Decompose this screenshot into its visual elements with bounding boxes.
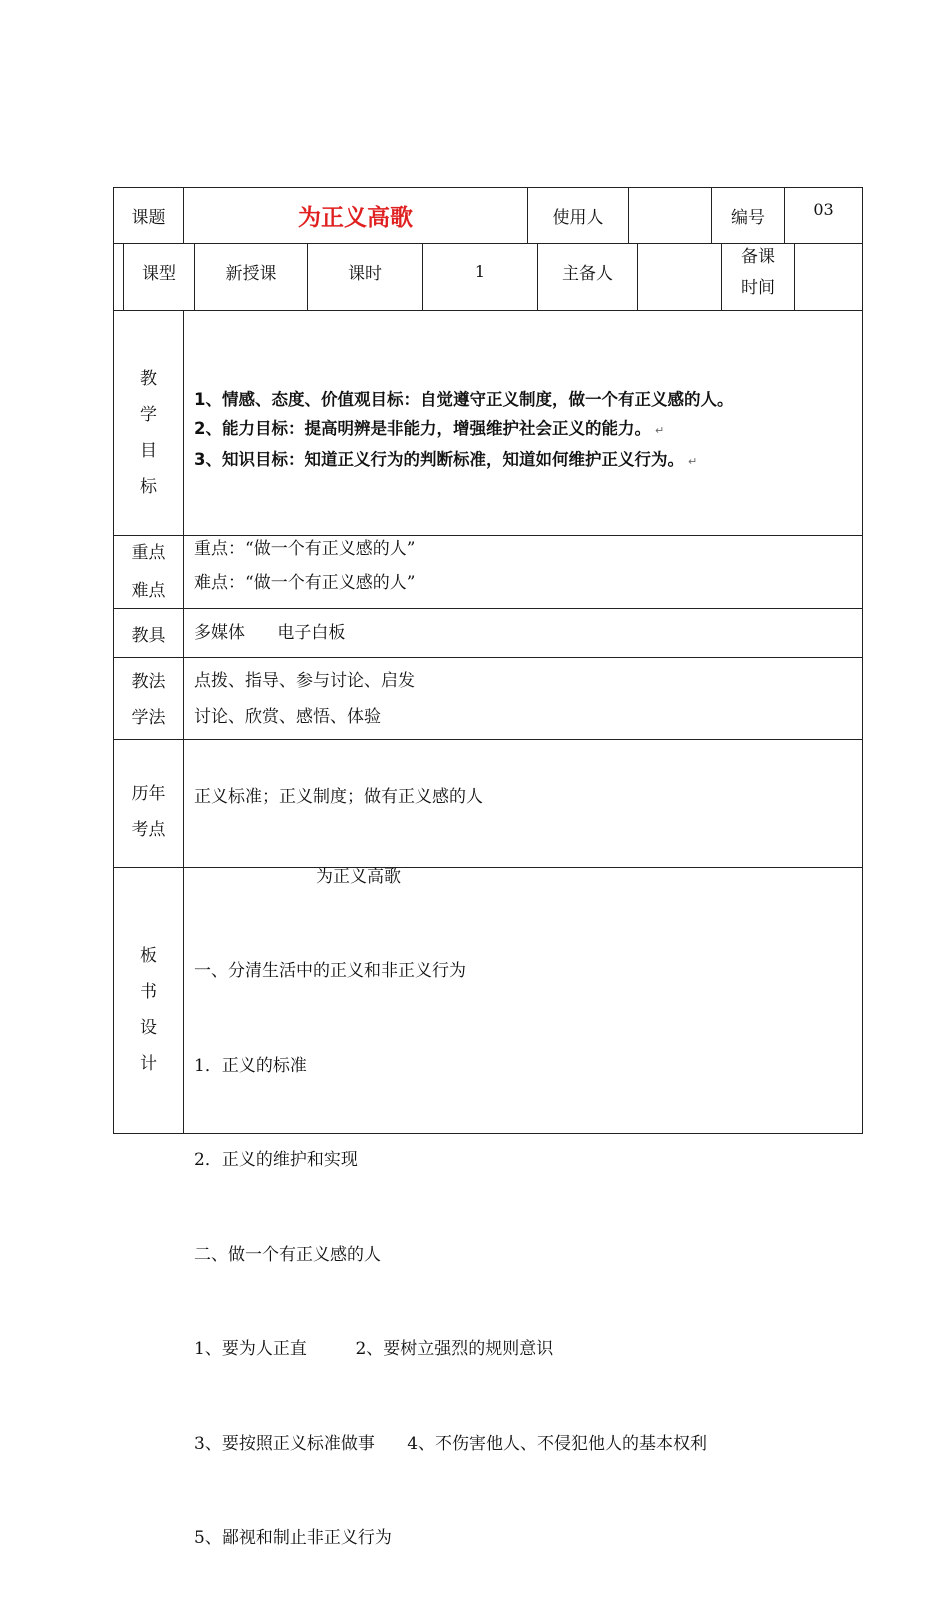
board-line: 1．正义的标准: [194, 1055, 307, 1076]
table-rule: [113, 867, 863, 868]
key-points-content: [194, 532, 415, 600]
goal-text: 1、情感、态度、价值观目标：自觉遵守正义制度，做一个有正义感的人。: [194, 390, 734, 409]
board-line: 二、做一个有正义感的人: [194, 1244, 381, 1265]
prep-time-label: [722, 240, 794, 306]
table-border-right: [862, 187, 863, 1134]
learning-method-text: 讨论、欣赏、感悟、体验: [194, 707, 381, 727]
goal-text: 2、能力目标：提高明辨是非能力，增强维护社会正义的能力。: [194, 419, 651, 438]
goals-label: [114, 361, 183, 505]
return-mark-icon: ↵: [654, 424, 665, 437]
preparer-label: 主备人: [562, 263, 613, 284]
user-value: [629, 188, 711, 243]
teaching-method-label: 教法: [131, 672, 166, 692]
topic-label: 课题: [131, 208, 166, 228]
goals-label-char: 学: [140, 405, 157, 425]
type-label: 课型: [142, 263, 176, 284]
table-rule: [113, 739, 863, 740]
difficulty-text: 难点：“做一个有正义感的人”: [194, 573, 416, 593]
number-value: 03: [813, 199, 834, 219]
methods-content: [194, 663, 415, 735]
goals-label-char: 目: [140, 441, 157, 461]
board-line: 2．正义的维护和实现: [194, 1150, 358, 1170]
tools-label: 教具: [131, 625, 166, 646]
exam-label: [114, 776, 183, 848]
exam-label-line-2: 考点: [131, 820, 166, 840]
table-rule: [113, 608, 863, 609]
difficulty-label: 难点: [131, 581, 166, 601]
board-line: 1、要为人正直 2、要树立强烈的规则意识: [194, 1339, 554, 1359]
board-outline: [194, 893, 707, 1618]
goal-item-knowledge: [194, 445, 733, 476]
board-label-char: 书: [140, 982, 157, 1002]
goal-text: 3、知识目标：知道正义行为的判断标准，知道如何维护正义行为。: [194, 450, 684, 469]
return-mark-icon: ↵: [687, 455, 698, 468]
goals-label-char: 教: [140, 369, 157, 389]
teaching-method-text: 点拨、指导、参与讨论、启发: [194, 671, 415, 691]
exam-label-line-1: 历年: [131, 784, 166, 804]
board-title: 为正义高歌: [316, 867, 401, 887]
board-label-char: 设: [140, 1018, 157, 1038]
prep-time-value: [795, 244, 862, 310]
table-rule: [113, 310, 863, 311]
prep-time-label-line-2: 时间: [741, 278, 775, 298]
lesson-title: 为正义高歌: [298, 204, 413, 231]
board-label-char: 板: [140, 946, 157, 966]
board-line: 3、要按照正义标准做事 4、不伤害他人、不侵犯他人的基本权利: [194, 1433, 708, 1454]
key-points-label: [114, 536, 183, 608]
board-line: 一、分清生活中的正义和非正义行为: [194, 961, 466, 981]
user-label: 使用人: [552, 208, 604, 228]
table-rule: [183, 310, 184, 1134]
goal-item-ability: [194, 414, 733, 445]
tools-value: 多媒体 电子白板: [194, 623, 346, 643]
methods-label: [114, 664, 183, 736]
type-value: 新授课: [225, 263, 277, 284]
learning-method-label: 学法: [131, 708, 166, 728]
exam-points-text: 正义标准；正义制度；做有正义感的人: [194, 787, 483, 807]
board-label-char: 计: [140, 1054, 157, 1074]
board-line: 5、鄙视和制止非正义行为: [194, 1528, 392, 1548]
board-label: [114, 938, 183, 1082]
hours-value: 1: [474, 261, 486, 281]
goals-list: [194, 385, 733, 476]
table-rule: [113, 657, 863, 658]
prep-time-label-line-1: 备课: [741, 247, 775, 267]
preparer-value: [638, 244, 721, 298]
key-point-text: 重点：“做一个有正义感的人”: [194, 539, 416, 559]
key-label: 重点: [131, 543, 166, 563]
hours-label: 课时: [348, 263, 382, 284]
goals-label-char: 标: [140, 477, 157, 497]
number-label: 编号: [731, 208, 765, 228]
goal-item-emotion: [194, 385, 733, 414]
